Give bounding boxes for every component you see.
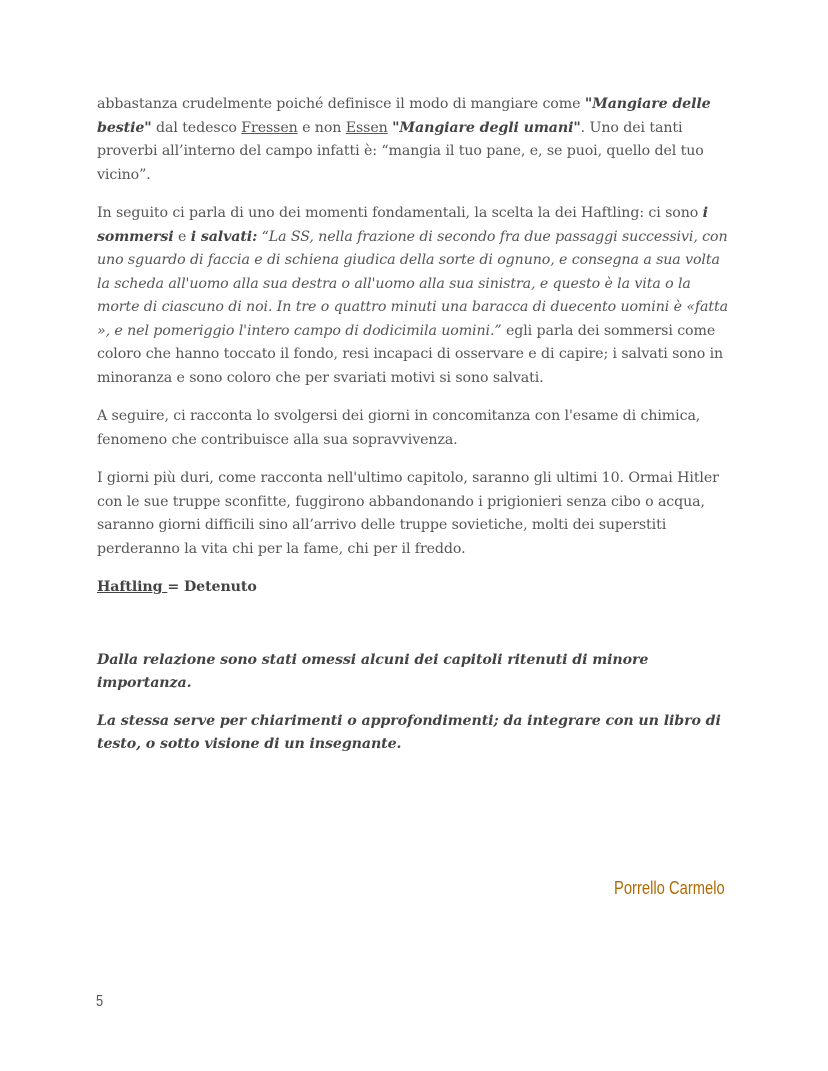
text-run: dal tedesco xyxy=(151,119,242,136)
paragraph-esame-chimica: A seguire, ci racconta lo svolgersi dei giorni in concomitanza con l'esame di chimica, fenomeno che contribuisce alla sua sopravvivenza. xyxy=(97,408,701,448)
note-omessi: Dalla relazione sono stati omessi alcuni dei capitoli ritenuti di minore importanza. xyxy=(97,651,649,691)
word-essen: Essen xyxy=(345,119,388,136)
page-number: 5 xyxy=(96,993,104,1010)
word-fressen: Fressen xyxy=(241,119,298,136)
text-run: abbastanza crudelmente poiché definisce il modo di mangiare come xyxy=(97,96,585,112)
glossary-definition: = Detenuto xyxy=(167,579,257,595)
glossary-term: Haftling xyxy=(97,579,168,595)
document-body xyxy=(97,93,737,772)
paragraph-ultimi-giorni: I giorni più duri, come racconta nell'ultimo capitolo, saranno gli ultimi 10. Ormai Hitler con le sue truppe sconfitte, fuggirono abbandonando i prigionieri senza cibo o acqua, saranno giorni difficili sino all’arrivo delle truppe sovietiche, molti dei superstiti perderanno la vita chi per la fame, chi per il freddo. xyxy=(97,470,719,557)
text-run: e non xyxy=(297,119,346,136)
term-salvati: i salvati: xyxy=(190,228,258,245)
paragraph-sommersi-salvati xyxy=(97,202,737,390)
paragraph-fressen-essen xyxy=(97,93,737,187)
quote-umani: "Mangiare degli umani" xyxy=(392,119,581,136)
author-signature: Porrello Carmelo xyxy=(614,878,725,898)
note-chiarimenti: La stessa serve per chiarimenti o approfondimenti; da integrare con un libro di testo, o sotto visione di un insegnante. xyxy=(97,712,721,752)
quote-ss: “La SS, nella frazione di secondo fra due passaggi successivi, con uno sguardo di faccia e di schiena giudica della sorte di ognuno, e consegna a sua volta la scheda all'uomo alla sua destra o all'uomo alla sua sinistra, e questo è la vita o la morte di ciascuno di noi. In tre o quattro minuti una baracca di duecento uomini è «fatta », e nel pomeriggio l'intero campo di dodicimila uomini.” xyxy=(97,228,728,339)
text-run: egli parla dei sommersi come coloro che hanno toccato il fondo, resi incapaci di osservare e di capire; i salvati sono in minoranza e sono coloro che per svariati motivi si sono salvati. xyxy=(97,322,724,386)
text-run: e xyxy=(173,228,191,245)
text-run: . Uno dei tanti proverbi all’interno del campo infatti è: “mangia il tuo pane, e, se puoi, quello del tuo vicino”. xyxy=(97,119,704,183)
term-sommersi: i sommersi xyxy=(97,205,708,245)
quote-bestie: "Mangiare delle bestie" xyxy=(97,96,711,136)
glossary-entry xyxy=(97,576,737,600)
text-run: In seguito ci parla di uno dei momenti fondamentali, la scelta la dei Haftling: ci sono xyxy=(97,205,703,221)
